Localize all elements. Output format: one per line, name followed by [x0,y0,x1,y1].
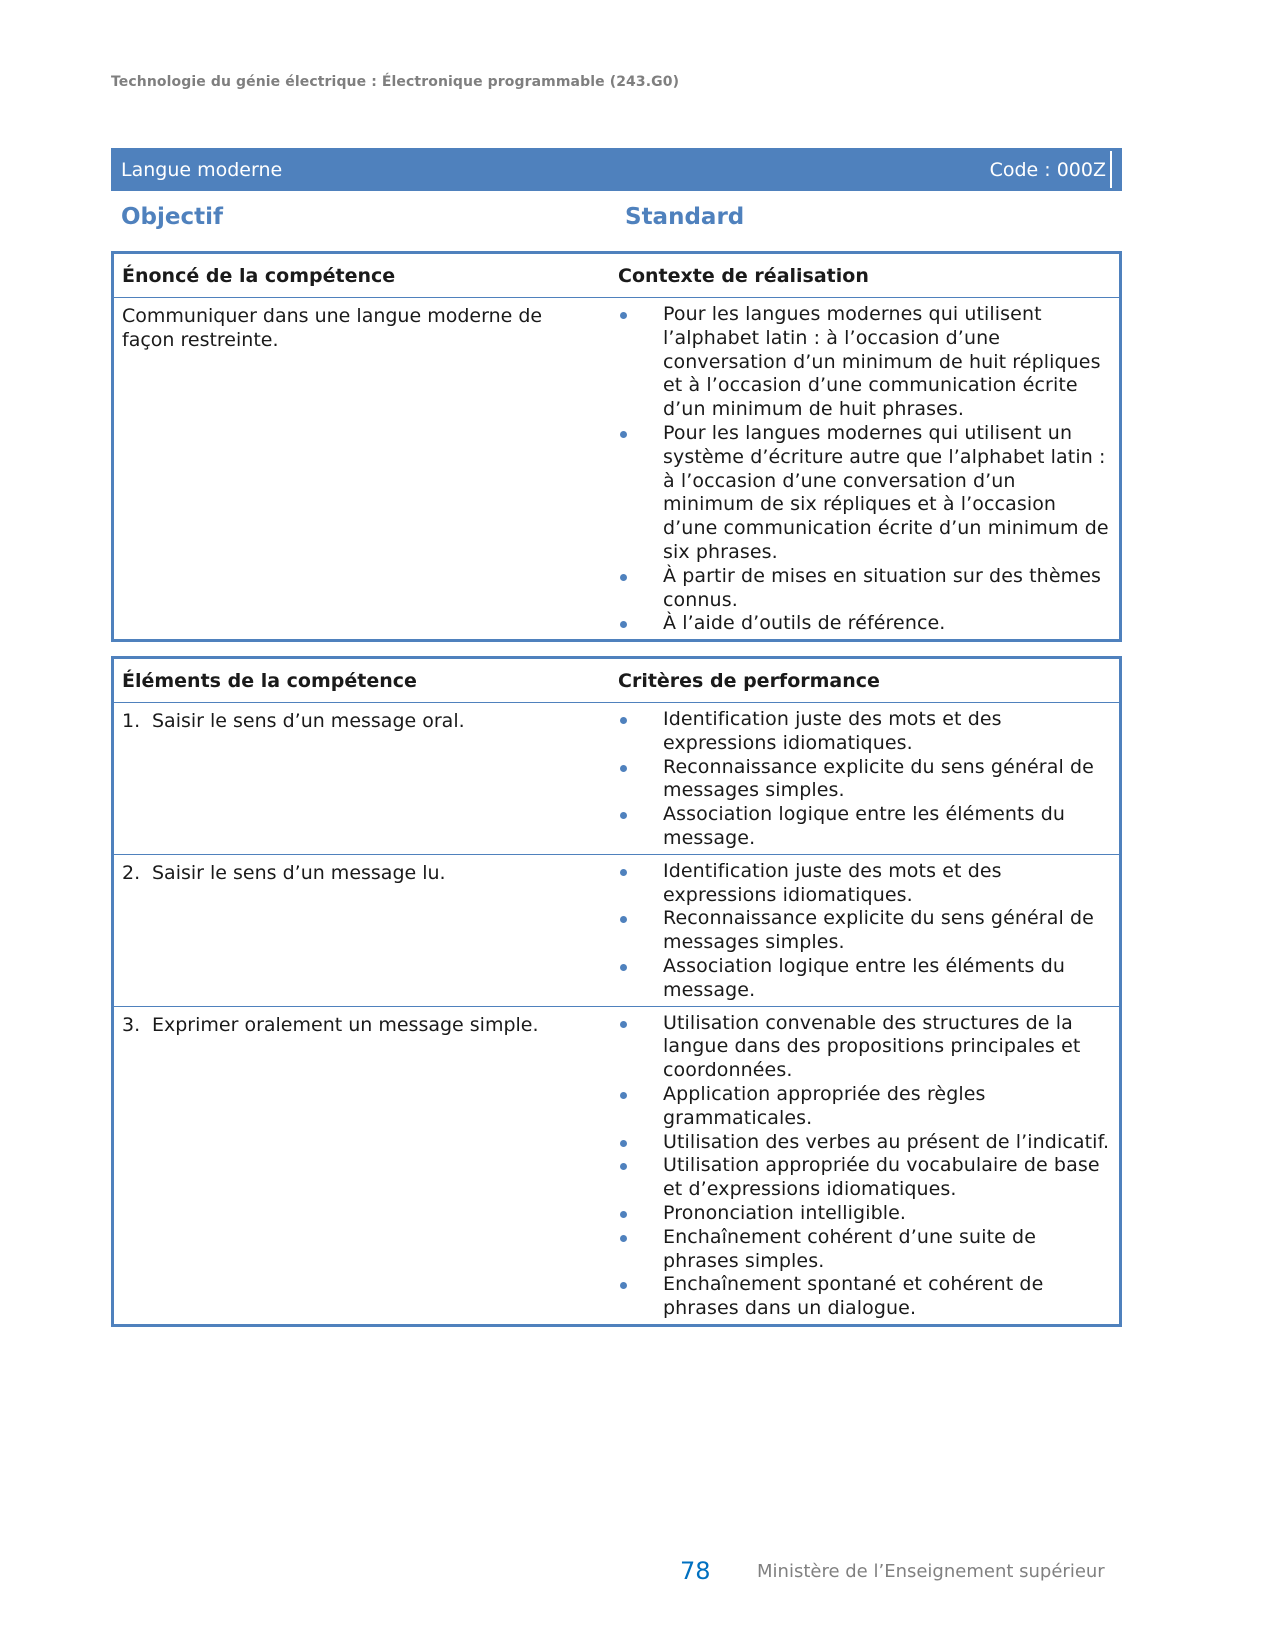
competence-table-row [114,297,1119,639]
element-cell [122,703,610,733]
bullet-item [618,1273,1111,1321]
element-text: Saisir le sens d’un message lu. [152,861,446,884]
footer-publisher: Ministère de l’Enseignement supérieur [757,1561,1105,1582]
element-row [114,1006,1119,1324]
bullet-item [618,1226,1111,1274]
bullet-item [618,955,1111,1003]
elements-header: Éléments de la compétence [122,669,417,692]
element-number: 2. [122,861,141,884]
bullet-text: Utilisation convenable des structures de la langue dans des propositions principales et coordonnées. [663,1011,1081,1082]
bullet-text: À partir de mises en situation sur des thèmes connus. [663,564,1102,611]
criteria-list [618,855,1111,1006]
bullet-item [618,756,1111,804]
bullet-icon [620,574,627,581]
element-cell [122,855,610,885]
bullet-item [618,612,1111,636]
bullet-item [618,860,1111,908]
element-number: 3. [122,1013,141,1036]
bullet-item [618,422,1111,565]
bullet-text: Reconnaissance explicite du sens général de messages simples. [663,755,1094,802]
bullet-icon [620,312,627,319]
standard-heading: Standard [625,204,745,230]
bullet-text: Prononciation intelligible. [663,1201,907,1224]
element-row [114,854,1119,1006]
bullet-item [618,303,1111,422]
bullet-icon [620,431,627,438]
criteria-header: Critères de performance [618,669,880,692]
element-row [114,702,1119,854]
bullet-icon [620,621,627,628]
bullet-item [618,1131,1111,1155]
objectif-heading: Objectif [121,204,224,230]
bullet-icon [620,1282,627,1289]
bullet-text: À l’aide d’outils de référence. [663,612,946,635]
competence-table [111,251,1122,642]
course-title: Langue moderne [121,158,283,181]
bullet-text: Pour les langues modernes qui utilisent un système d’écriture autre que l’alphabet latin : à l’occasion d’une conversation d’un minimum de six répliques et à l’occasion d’une communication écrite d’un minimum de six phrases. [663,421,1109,563]
bullet-icon [620,1021,627,1028]
bullet-icon [620,812,627,819]
course-code: Code : 000Z [990,151,1112,188]
bullet-text: Association logique entre les éléments du message. [663,803,1065,849]
page-number: 78 [680,1557,711,1585]
context-list [618,298,1111,639]
bullet-item [618,1083,1111,1131]
bullet-item [618,803,1111,851]
bullet-icon [620,1235,627,1242]
bullet-text: Reconnaissance explicite du sens général de messages simples. [663,907,1094,954]
competence-statement: Communiquer dans une langue moderne de façon restreinte. [122,305,543,351]
bullet-item [618,907,1111,955]
element-text: Saisir le sens d’un message oral. [152,710,465,732]
bullet-icon [620,964,627,971]
element-number: 1. [122,710,141,732]
bullet-icon [620,869,627,876]
statement-header: Énoncé de la compétence [122,264,396,287]
competence-table-header [114,254,1119,297]
bullet-text: Utilisation appropriée du vocabulaire de base et d’expressions idiomatiques. [663,1154,1100,1201]
bullet-text: Association logique entre les éléments du message. [663,954,1065,1001]
bullet-text: Application appropriée des règles grammaticales. [663,1082,986,1129]
bullet-text: Identification juste des mots et des expressions idiomatiques. [663,708,1002,754]
criteria-list [618,703,1111,854]
bullet-text: Utilisation des verbes au présent de l’indicatif. [663,1130,1110,1153]
criteria-list [618,1007,1111,1324]
bullet-text: Pour les langues modernes qui utilisent l’alphabet latin : à l’occasion d’une conversation d’un minimum de huit répliques et à l’occasion d’une communication écrite d’un minimum de huit phrases. [663,303,1101,421]
section-headings [111,202,1122,236]
element-cell [122,1007,610,1037]
bullet-item [618,1202,1111,1226]
bullet-icon [620,1163,627,1170]
bullet-icon [620,1211,627,1218]
bullet-text: Enchaînement spontané et cohérent de phrases dans un dialogue. [663,1273,1044,1320]
bullet-item [618,1012,1111,1083]
bullet-icon [620,765,627,772]
bullet-item [618,1154,1111,1202]
bullet-text: Enchaînement cohérent d’une suite de phrases simples. [663,1225,1036,1272]
running-head: Technologie du génie électrique : Électronique programmable (243.G0) [111,74,680,90]
bullet-icon [620,916,627,923]
bullet-item [618,708,1111,756]
bullet-icon [620,717,627,724]
bullet-icon [620,1092,627,1099]
course-title-bar [111,148,1122,191]
bullet-text: Identification juste des mots et des expressions idiomatiques. [663,859,1002,906]
context-header: Contexte de réalisation [618,264,869,287]
elements-table [111,656,1122,1327]
bullet-item [618,565,1111,613]
element-text: Exprimer oralement un message simple. [152,1013,539,1036]
elements-table-header [114,659,1119,702]
bullet-icon [620,1140,627,1147]
